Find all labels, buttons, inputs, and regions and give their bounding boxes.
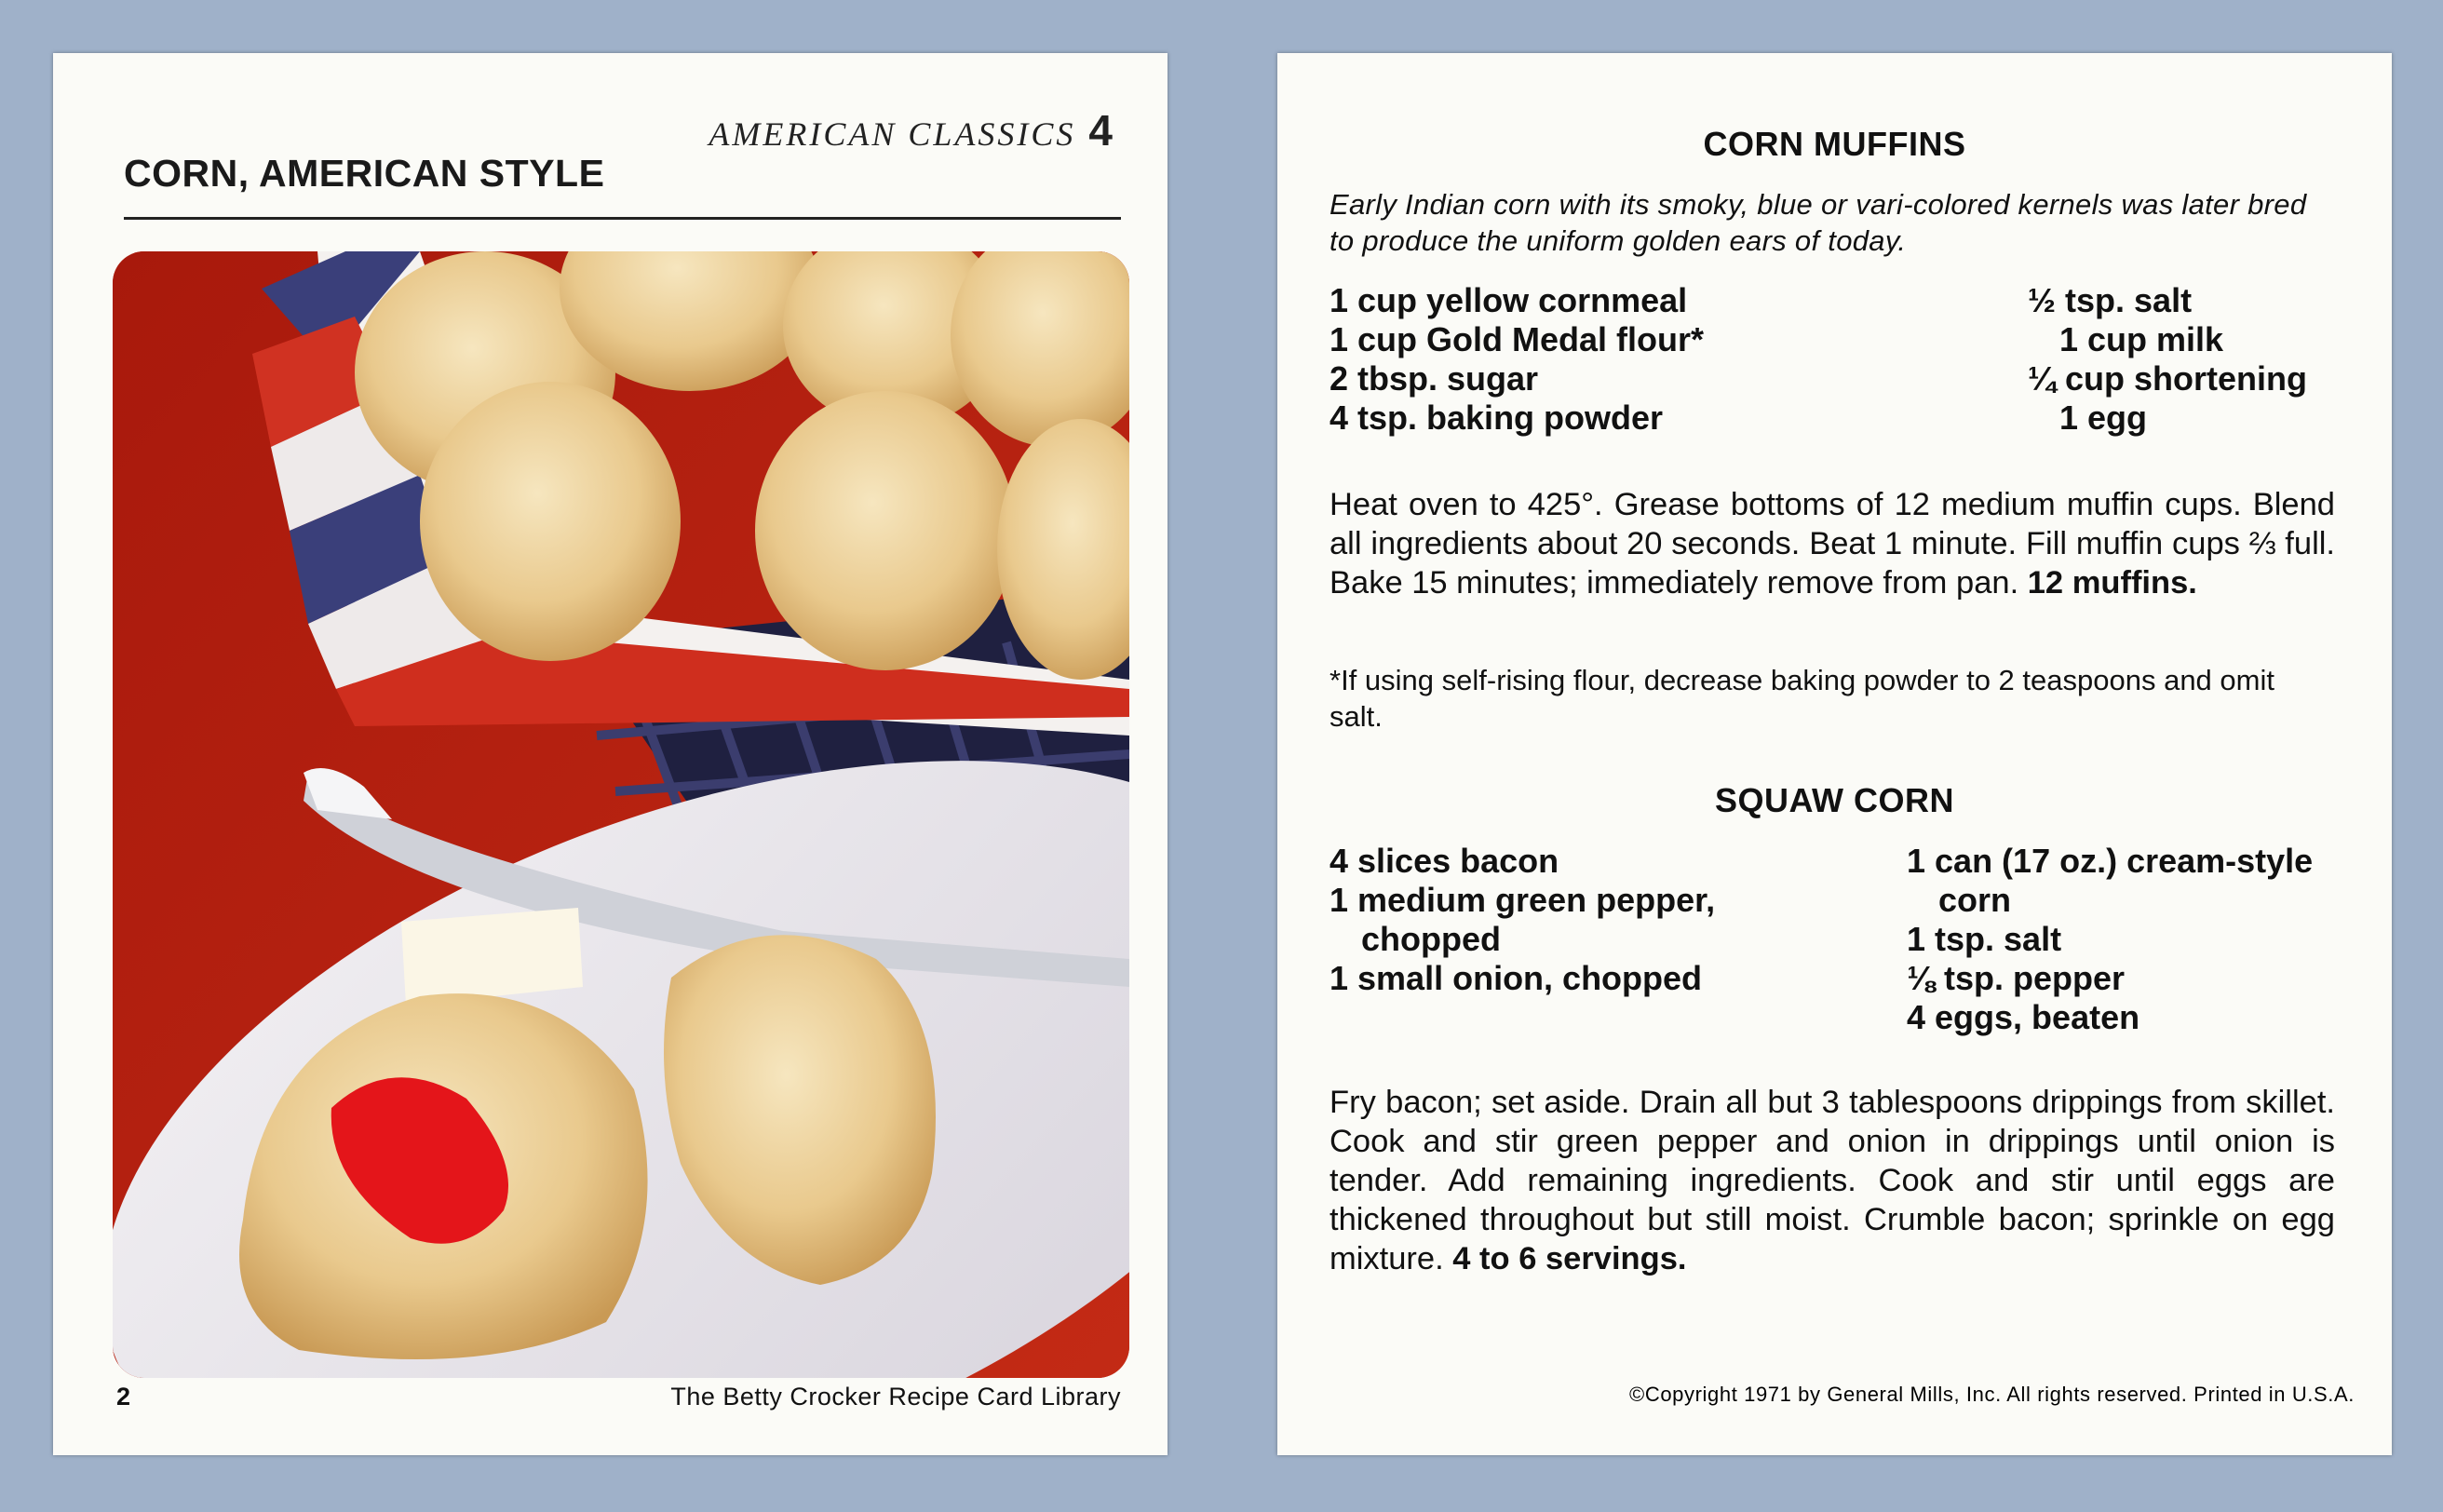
recipe-card-front (53, 53, 1168, 1455)
ingredients-left-corn-muffins (1329, 281, 1704, 438)
title-divider (124, 217, 1121, 220)
library-credit: The Betty Crocker Recipe Card Library (670, 1383, 1121, 1411)
yield: 12 muffins. (2027, 565, 2197, 601)
flour-note: *If using self-rising flour, decrease baking powder to 2 teaspoons and omit salt. (1329, 664, 2274, 733)
recipe-card-back (1277, 53, 2392, 1455)
ingredients-left-squaw-corn (1329, 842, 1715, 998)
ingredient: 1 egg (2059, 398, 2148, 437)
ingredient: 1 cup Gold Medal flour* (1329, 320, 1705, 358)
ingredient: chopped (1361, 920, 1501, 958)
recipe-title-corn-muffins: CORN MUFFINS (1703, 125, 1966, 163)
series-number: 4 (1088, 106, 1115, 155)
directions-text: Heat oven to 425°. Grease bottoms of 12 medium muffin cups. Blend all ingredients about 20 seconds. Beat 1 minute. Fill muffin cups ⅔ full. Bake 15 minutes; immediately remove from pan. (1329, 487, 2335, 601)
ingredient: 1 can (17 oz.) cream-style (1907, 842, 2314, 880)
ingredients-right-squaw-corn (1907, 842, 2313, 1037)
ingredient: 1 cup milk (2059, 320, 2224, 358)
ingredient: 4 tsp. baking powder (1329, 398, 1664, 437)
series-label: AMERICAN CLASSICS (709, 115, 1076, 153)
card-title: CORN, AMERICAN STYLE (124, 152, 605, 195)
series-heading (709, 105, 1115, 155)
copyright-notice: ©Copyright 1971 by General Mills, Inc. All rights reserved. Printed in U.S.A. (1629, 1383, 2355, 1406)
ingredient: 1 small onion, chopped (1329, 959, 1703, 997)
recipe-title-squaw-corn: SQUAW CORN (1715, 781, 1954, 819)
ingredient: ⅛ tsp. pepper (1907, 959, 2126, 997)
recipe-intro: Early Indian corn with its smoky, blue or vari-colored kernels was later bred to produce the uniform golden ears of today. (1329, 188, 2307, 257)
ingredient: corn (1938, 881, 2012, 919)
directions-text: Fry bacon; set aside. Drain all but 3 tablespoons drippings from skillet. Cook and stir green pepper and onion in drippings until onion is tender. Add remaining ingredients. Cook and stir until eggs are thickened throughout but still moist. Crumble bacon; sprinkle on egg mixture. (1329, 1085, 2335, 1276)
food-photo (113, 251, 1129, 1378)
yield: 4 to 6 servings. (1452, 1241, 1687, 1276)
ingredients-right-corn-muffins (2028, 281, 2307, 438)
ingredient: 1 cup yellow cornmeal (1329, 281, 1688, 319)
ingredient: 4 eggs, beaten (1907, 998, 2140, 1036)
ingredient: ½ tsp. salt (2028, 281, 2193, 319)
ingredient: 2 tbsp. sugar (1329, 359, 1539, 398)
ingredient: 1 tsp. salt (1907, 920, 2062, 958)
ingredient: 4 slices bacon (1329, 842, 1559, 880)
page-number: 2 (116, 1383, 131, 1411)
directions-corn-muffins (1329, 485, 2335, 602)
directions-squaw-corn (1329, 1083, 2335, 1278)
ingredient: 1 medium green pepper, (1329, 881, 1716, 919)
ingredient: ¼ cup shortening (2028, 359, 2308, 398)
